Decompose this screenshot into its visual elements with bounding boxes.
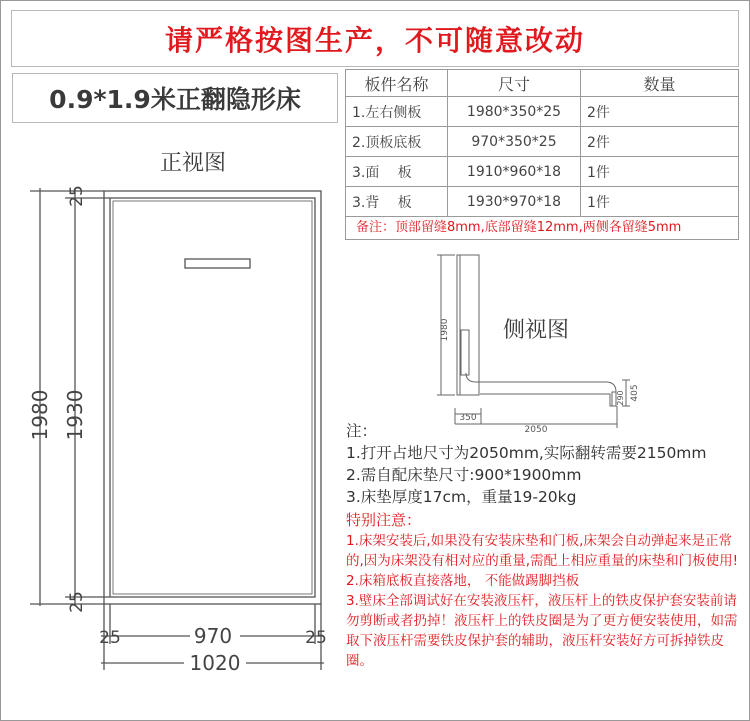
side-view-drawing [437,255,630,428]
dim-top-gap: 25 [67,185,87,207]
dim-inner-width: 970 [193,624,233,648]
part-name: 3.背 板 [346,187,448,217]
dim-total-width: 1020 [189,651,241,675]
dim-right-gap: 25 [305,628,327,648]
header-qty: 数量 [581,70,739,97]
special-notes-title: 特别注意： [346,511,422,529]
part-size: 1980*350*25 [448,97,581,127]
side-dim-405: 405 [630,384,640,402]
note-item: 3.床垫厚度17cm，重量19-20kg [346,488,577,506]
note-item: 1.打开占地尺寸为2050mm,实际翻转需要2150mm [346,444,707,462]
dim-bottom-gap: 25 [67,591,87,613]
side-mechanism [461,330,469,375]
dim-total-height: 1980 [28,389,52,441]
side-dim-depth: 350 [459,413,477,423]
part-name: 3.面 板 [346,157,448,187]
side-view-label: 侧视图 [503,318,570,343]
special-note-item: 1.床架安装后,如果没有安装床垫和门板,床架会自动弹起来是正常的,因为床架没有相对应的重量,需配上相应重量的床垫和门板使用! [346,533,738,569]
part-qty: 1件 [581,187,739,217]
front-panel-inset [113,201,312,594]
part-size: 1930*970*18 [448,187,581,217]
part-qty: 2件 [581,97,739,127]
front-view-label: 正视图 [160,151,227,176]
notes-section [346,420,738,671]
warning-text: 请严格按图生产，不可随意改动 [164,23,585,57]
front-handle [185,259,250,268]
front-inner-panel [110,198,315,597]
part-name: 1.左右侧板 [346,97,448,127]
side-dim-open-length: 2050 [524,425,548,435]
product-title: 0.9*1.9米正翻隐形床 [12,73,338,123]
special-note-item: 2.床箱底板直接落地， 不能做踢脚挡板 [346,573,580,589]
spec-note: 备注：顶部留缝8mm,底部留缝12mm,两侧各留缝5mm [345,211,739,240]
special-note-item: 3.壁床全部调试好在安装液压杆，液压杆上的铁皮保护套安装前请勿剪断或者扔掉！液压杆上的铁皮圈是为了更方便安装使用，如需取下液压杆需要铁皮保护套的辅助，液压杆安装好方可拆掉铁皮圈。 [346,593,738,669]
header-size: 尺寸 [448,70,581,97]
header-name: 板件名称 [346,70,448,97]
dim-inner-height: 1930 [63,389,87,441]
part-qty: 2件 [581,127,739,157]
notes-title: 注： [346,422,378,440]
part-size: 970*350*25 [448,127,581,157]
part-name: 2.顶板底板 [346,127,448,157]
front-outer-frame [104,191,321,604]
side-bed-open [466,373,616,406]
part-qty: 1件 [581,157,739,187]
side-dim-height: 1980 [440,318,450,342]
side-dim-290: 290 [616,390,625,406]
dim-left-gap: 25 [99,628,121,648]
part-size: 1910*960*18 [448,157,581,187]
note-item: 2.需自配床垫尺寸:900*1900mm [346,466,582,484]
